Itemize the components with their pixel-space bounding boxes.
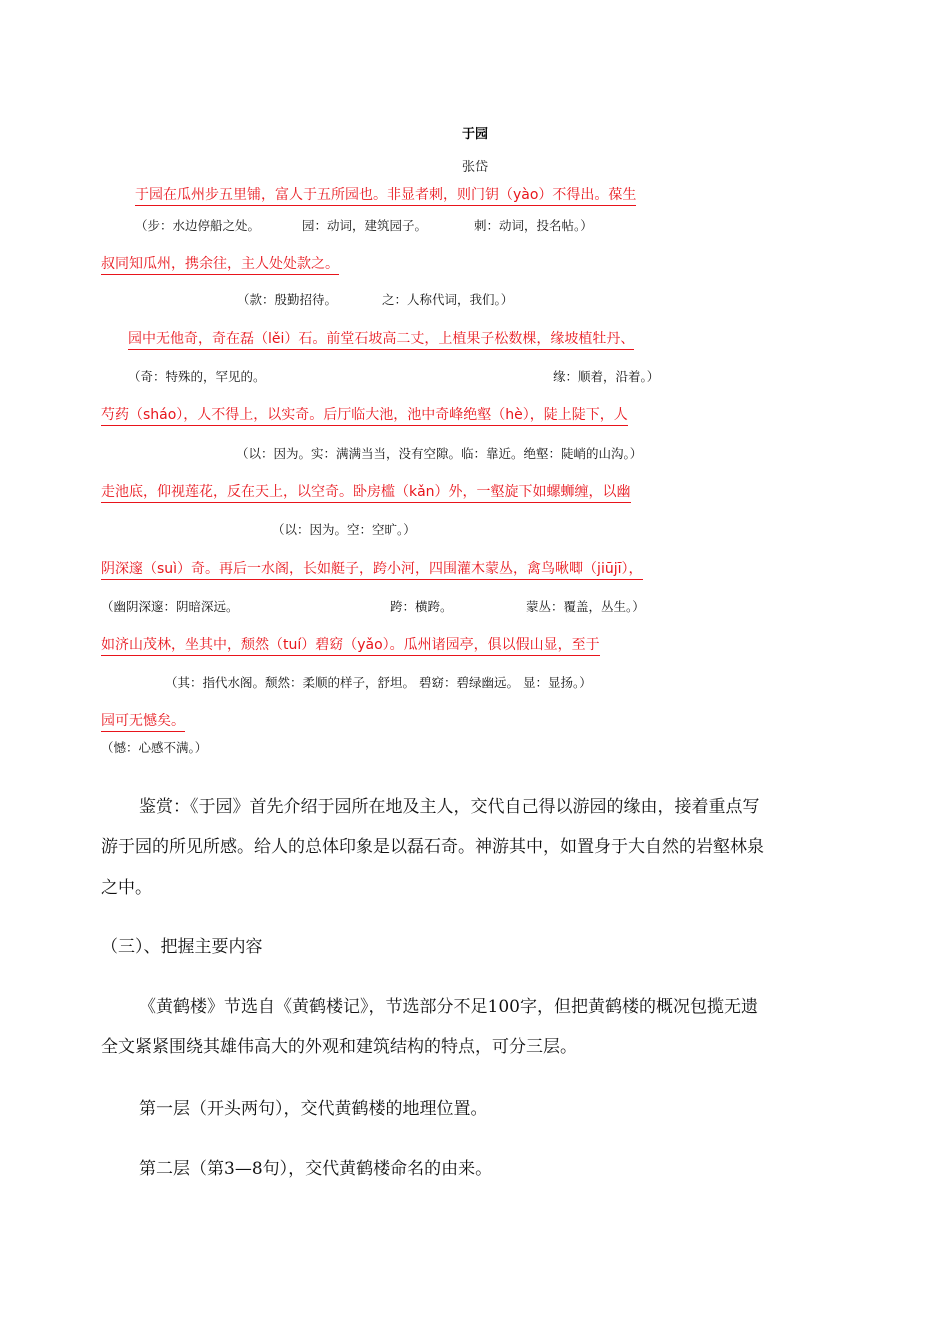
section-heading: （三）、把握主要内容 <box>101 937 263 957</box>
original-text-line: 阴深邃（suì）奇。再后一水阁，长如艇子，跨小河，四围灌木蒙丛，禽鸟啾唧（jiūjī）， <box>101 560 643 580</box>
annotation-note: 蒙丛：覆盖，丛生。） <box>526 599 645 614</box>
author-name: 张岱 <box>461 160 488 175</box>
summary-paragraph-line: 全文紧紧围绕其雄伟高大的外观和建筑结构的特点，可分三层。 <box>101 1037 577 1057</box>
original-text-line: 于园在瓜州步五里铺，富人于五所园也。非显者刺，则门钥（yào）不得出。葆生 <box>135 186 636 206</box>
annotation-note: （幽阴深邃：阴暗深远。 <box>101 599 239 614</box>
layer-description: 第一层（开头两句），交代黄鹤楼的地理位置。 <box>139 1099 488 1119</box>
appreciation-paragraph-line: 游于园的所见所感。给人的总体印象是以磊石奇。神游其中，如置身于大自然的岩壑林泉 <box>101 837 764 857</box>
annotation-note: （其：指代水阁。颓然：柔顺的样子，舒坦。 碧窈：碧绿幽远。 显：显扬。） <box>165 675 592 690</box>
original-text-line: 园可无憾矣。 <box>101 712 185 732</box>
original-text-line: 园中无他奇，奇在磊（lěi）石。前堂石坡高二丈，上植果子松数棵，缘坡植牡丹、 <box>128 330 634 350</box>
annotation-note: （憾：心感不满。） <box>101 740 208 755</box>
original-text-line: 叔同知瓜州，携余往，主人处处款之。 <box>101 255 339 275</box>
summary-paragraph-line: 《黄鹤楼》节选自《黄鹤楼记》，节选部分不足100字，但把黄鹤楼的概况包揽无遗 <box>139 997 758 1017</box>
annotation-note: （步：水边停船之处。 <box>135 218 261 233</box>
original-text-line: 芍药（sháo），人不得上，以实奇。后厅临大池，池中奇峰绝壑（hè），陡上陡下，人 <box>101 406 628 426</box>
layer-description: 第二层（第3—8句），交代黄鹤楼命名的由来。 <box>139 1159 493 1179</box>
annotation-note: （款：殷勤招待。 <box>237 292 338 307</box>
annotation-note: 园：动词，建筑园子。 <box>302 218 428 233</box>
annotation-note: （以：因为。实：满满当当，没有空隙。临：靠近。绝壑：陡峭的山沟。） <box>236 446 643 461</box>
appreciation-paragraph-line: 之中。 <box>101 878 152 898</box>
original-text-line: 如济山茂林，坐其中，颓然（tuí）碧窈（yǎo）。瓜州诸园亭，俱以假山显，至于 <box>101 636 600 656</box>
annotation-note: 之：人称代词，我们。） <box>382 292 514 307</box>
document-title: 于园 <box>461 127 488 142</box>
annotation-note: 缘：顺着，沿着。） <box>553 369 660 384</box>
original-text-line: 走池底，仰视莲花，反在天上，以空奇。卧房槛（kǎn）外，一壑旋下如螺蛳缠，以幽 <box>101 483 631 503</box>
appreciation-paragraph-line: 鉴赏：《于园》首先介绍于园所在地及主人，交代自己得以游园的缘由，接着重点写 <box>139 797 760 817</box>
annotation-note: （奇：特殊的，罕见的。 <box>128 369 266 384</box>
annotation-note: （以：因为。空：空旷。） <box>272 522 416 537</box>
annotation-note: 刺：动词，投名帖。） <box>474 218 593 233</box>
annotation-note: 跨：横跨。 <box>390 599 453 614</box>
